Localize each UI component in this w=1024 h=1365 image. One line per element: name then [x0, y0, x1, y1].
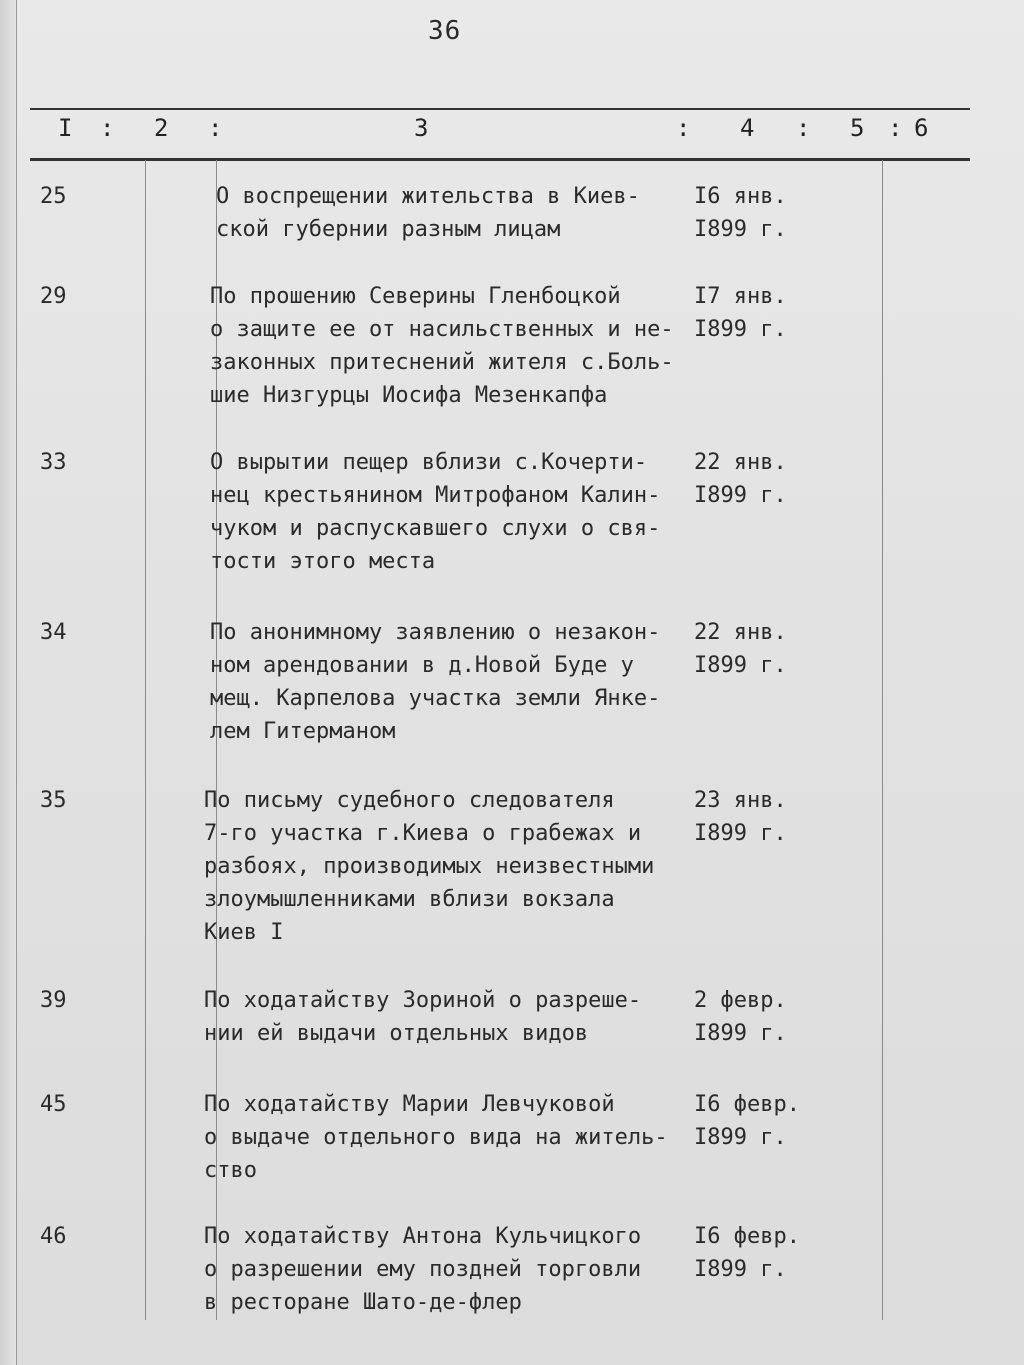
- row-date: 22 янв. I899 г.: [694, 450, 787, 508]
- row-description: По анонимному заявлению о незакон- ном арендовании в д.Новой Буде у мещ. Карпелова участка земли Янке- лем Гитерманом: [210, 620, 661, 744]
- col-header-sep: :: [100, 114, 115, 142]
- col-header-sep: :: [796, 114, 811, 142]
- col-header-6: 6: [914, 114, 929, 142]
- col-header-3: 3: [414, 114, 429, 142]
- row-date: I6 февр. I899 г.: [694, 1092, 800, 1150]
- row-date: I7 янв. I899 г.: [694, 284, 787, 342]
- col-header-4: 4: [740, 114, 755, 142]
- row-date: I6 янв. I899 г.: [694, 184, 787, 242]
- header-bottom-rule: [30, 158, 970, 161]
- row-description: По письму судебного следователя 7-го участка г.Киева о грабежах и разбоях, производимых неизвестными злоумышленниками вблизи вокзала Киев I: [204, 788, 655, 945]
- row-number: 46: [40, 1224, 67, 1249]
- column-divider: [145, 160, 146, 1320]
- header-top-rule: [30, 108, 970, 110]
- row-description: О вырытии пещер вблизи с.Кочерти- нец крестьянином Митрофаном Калин- чуком и распускавшего слухи о свя- тости этого места: [210, 450, 661, 574]
- row-date: I6 февр. I899 г.: [694, 1224, 800, 1282]
- col-header-sep: :: [888, 114, 903, 142]
- row-number: 39: [40, 988, 67, 1013]
- binding-edge: [0, 0, 17, 1365]
- row-description: По ходатайству Марии Левчуковой о выдаче отдельного вида на житель- ство: [204, 1092, 668, 1183]
- row-number: 33: [40, 450, 67, 475]
- row-description: По ходатайству Зориной о разреше- нии ей выдачи отдельных видов: [204, 988, 642, 1046]
- row-date: 2 февр. I899 г.: [694, 988, 787, 1046]
- col-header-1: I: [58, 114, 73, 142]
- col-header-sep: :: [208, 114, 223, 142]
- col-header-5: 5: [850, 114, 865, 142]
- row-description: По прошению Северины Гленбоцкой о защите ее от насильственных и не- законных притеснений жителя с.Боль- шие Низгурцы Иосифа Мезенкапфа: [210, 284, 674, 408]
- col-header-sep: :: [676, 114, 691, 142]
- row-date: 22 янв. I899 г.: [694, 620, 787, 678]
- row-description: По ходатайству Антона Кульчицкого о разрешении ему поздней торговли в ресторане Шато-де-флер: [204, 1224, 642, 1315]
- row-number: 45: [40, 1092, 67, 1117]
- column-divider: [882, 160, 883, 1320]
- row-number: 25: [40, 184, 67, 209]
- row-number: 35: [40, 788, 67, 813]
- row-number: 29: [40, 284, 67, 309]
- col-header-2: 2: [154, 114, 169, 142]
- row-number: 34: [40, 620, 67, 645]
- page-number: 36: [428, 16, 462, 46]
- row-description: О воспрещении жительства в Киев- ской губернии разным лицам: [216, 184, 640, 242]
- row-date: 23 янв. I899 г.: [694, 788, 787, 846]
